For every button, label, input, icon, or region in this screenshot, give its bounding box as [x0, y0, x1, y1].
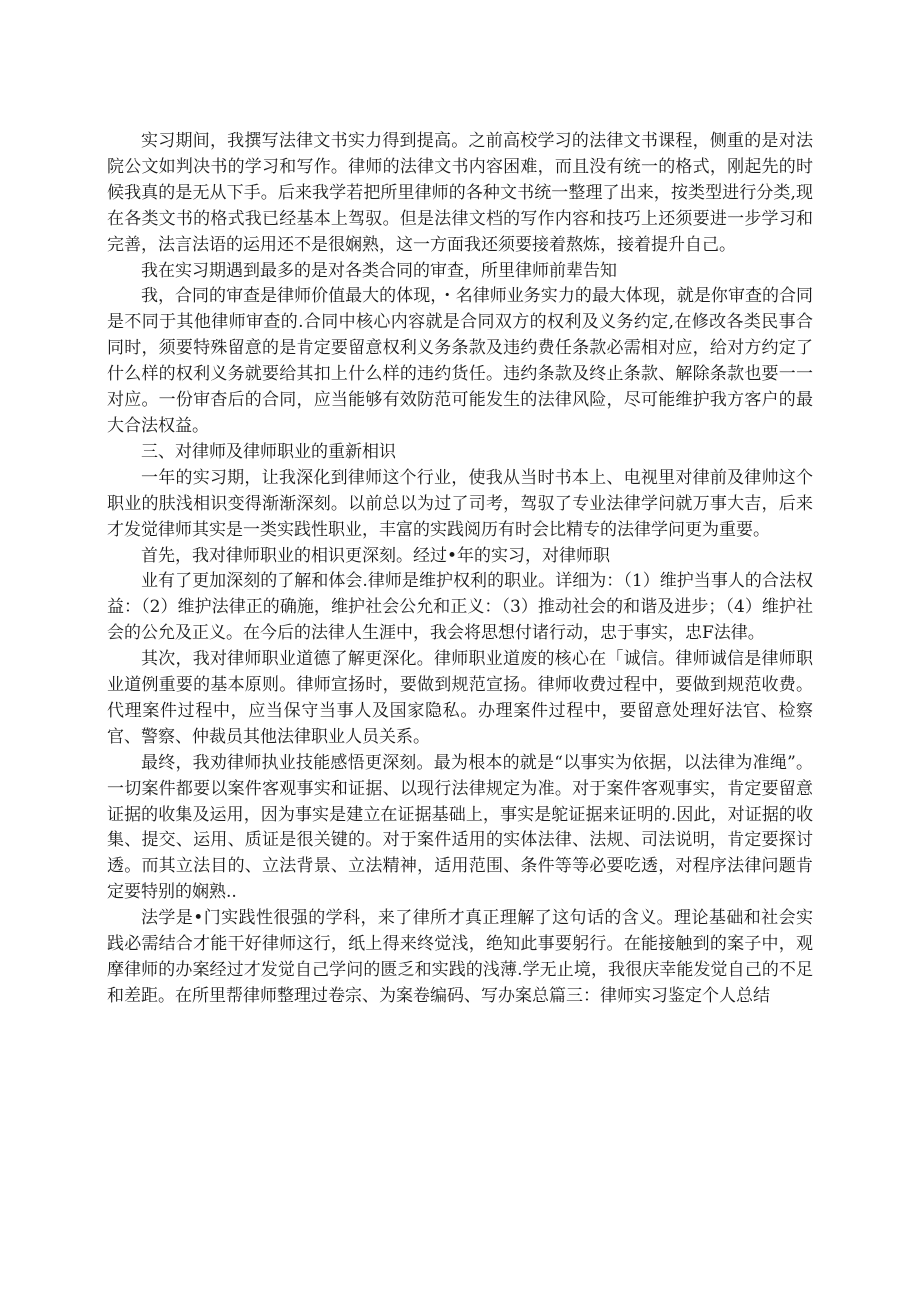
paragraph-first-point-intro: 首先，我对律师职业的相识更深刻。经过•年的实习，对律师职 [141, 545, 611, 566]
paragraph-contract-review-intro: 我在实习期遇到最多的是对各类合同的审查，所里律师前辈告知 [141, 260, 617, 281]
paragraph-first-point: 业有了更加深刻的了解和体会.律师是维护权利的职业。详细为：（1）维护当事人的合法权益：（2）维护法律正的确施，维护社会公允和正义：（3）推动社会的和谐及进步；（4）维护社会的公允及正义。在今后的法律人生涯中，我会将思想付诸行动，忠于事实，忠F法律。 [107, 571, 813, 644]
document-body [107, 129, 813, 1010]
paragraph-writing-skills: 实习期间，我撰写法律文书实力得到提高。之前高校学习的法律文书课程，侧重的是对法院公文如判决书的学习和写作。律师的法律文书内容困难，而且没有统一的格式，刚起先的时候我真的是无从下手。后来我学若把所里律师的各种文书统一整理了出来，按类型进行分类,现在各类文书的格式我已经基本上驾驭。但是法律文档的写作内容和技巧上还须要进一步学习和完善，法言法语的运用还不是很娴熟，这一方面我还须要接着熬炼，接着提升自己。 [107, 131, 813, 255]
paragraph-second-point: 其次，我对律师职业道德了解更深化。律师职业道废的核心在「诚信。律师诚信是律师职业道例重要的基本原则。律师宣扬时，要做到规范宣扬。律师收费过程中，要做到规范收费。代理案件过程中，应当保守当事人及国家隐私。办理案件过程中，要留意处理好法官、检察官、警察、仲裁员其他法律职业人员关系。 [107, 649, 813, 747]
paragraph-internship-year: 一年的实习期，让我深化到律师这个行业，使我从当时书本上、电视里对律前及律帅这个职业的肤浅相识变得渐渐深刻。以前总以为过了司考，驾驭了专业法律学问就万事大吉，后来才发觉律师其实是一类实践性职业，丰富的实践阅历有时会比精专的法律学问更为重要。 [107, 467, 813, 540]
paragraph-final-point: 最终，我劝律师执业技能感悟更深刻。最为根本的就是“以事实为依据，以法律为准绳”。一切案件都要以案件客观事实和证据、以现行法律规定为准。对于案件客观事实，肯定要留意证据的收集及运用，因为事实是建立在证据基础上，事实是鸵证据来证明的.因此，对证据的收集、提交、运用、质证是很关键的。对于案件适用的实体法律、法规、司法说明，肯定要探讨透。而其立法目的、立法背景、立法精神，适用范围、条件等等必要吃透，对程序法律问题肯定要特别的娴熟.. [107, 752, 813, 903]
paragraph-contract-review: 我，合同的审查是律师价值最大的体现，・名律师业务实力的最大体现，就是你审查的合同是不同于其他律师审查的.合同中核心内容就是合同双方的权利及义务约定,在修改各类民事合同时，须要特殊留意的是肯定要留意权利义务条款及违约费任条款必需相对应，给对方约定了什么样的权利义务就要给其扣上什么样的违约货任。违约条款及终止条款、解除条款也要一一对应。一份审杳后的合同，应当能够有效防范可能发生的法律风险，尽可能维护我方客户的最大合法权益。 [107, 286, 813, 436]
section-heading-three: 三、对律师及律师职业的重新相识 [141, 441, 396, 462]
paragraph-practice: 法学是•门实践性很强的学科，来了律所才真正理解了这句话的含义。理论基础和社会实践必需结合才能干好律师这行，纸上得来终觉浅，绝知此事要躬行。在能接触到的案子中，观摩律师的办案经过才发觉自己学问的匮乏和实践的浅薄.学无止境，我很庆幸能发觉自己的不足和差距。在所里帮律师整理过卷宗、为案卷编码、写办案总篇三：律师实习鉴定个人总结 [107, 908, 813, 1006]
